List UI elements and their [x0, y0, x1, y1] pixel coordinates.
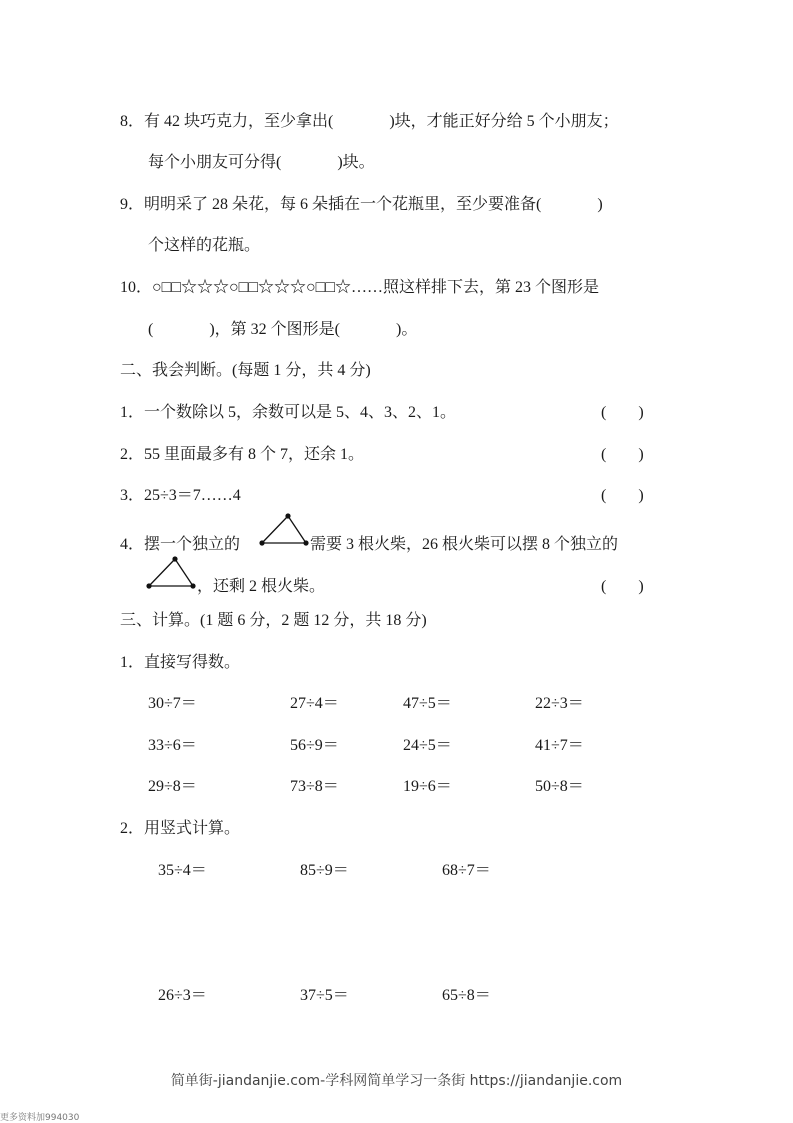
direct-calc-item: 73÷8＝: [290, 778, 339, 795]
q10-line1: 10．○□□☆☆☆○□□☆☆☆○□□☆……照这样排下去，第 23 个图形是: [120, 279, 599, 296]
judge-q4-text-b: 需要 3 根火柴，26 根火柴可以摆 8 个独立的: [310, 536, 619, 553]
matchstick-triangle-icon: [258, 510, 310, 550]
direct-calc-item: 30÷7＝: [148, 695, 197, 712]
judge-q1-answer[interactable]: ( ): [601, 404, 644, 421]
direct-calc-item: 41÷7＝: [535, 737, 584, 754]
judge-q4-answer[interactable]: ( ): [601, 578, 644, 595]
judge-q1: 1．一个数除以 5，余数可以是 5、4、3、2、1。: [120, 404, 457, 421]
judge-q3: 3．25÷3＝7……4: [120, 487, 241, 504]
q9-text-a: 9．明明采了 28 朵花，每 6 朵插在一个花瓶里，至少要准备(: [120, 196, 542, 213]
direct-calc-item: 24÷5＝: [403, 737, 452, 754]
direct-calc-item: 29÷8＝: [148, 778, 197, 795]
footer-watermark: 简单街-jiandanjie.com-学科网简单学习一条街 https://jiandanjie.com: [170, 1073, 623, 1089]
judge-q3-answer[interactable]: ( ): [601, 487, 644, 504]
calc-sub2: 2．用竖式计算。: [120, 820, 241, 837]
matchstick-triangle-icon-2: [145, 555, 197, 595]
direct-calc-item: 47÷5＝: [403, 695, 452, 712]
q8-text-a: 8．有 42 块巧克力，至少拿出(: [120, 113, 334, 130]
q8-line1: [120, 108, 619, 131]
q8-line2-text-b: )块。: [337, 154, 375, 171]
direct-calc-item: 19÷6＝: [403, 778, 452, 795]
q10-text-a: (: [148, 321, 154, 338]
q9-line2: 个这样的花瓶。: [148, 237, 261, 254]
corner-note: 更多资料加994030: [0, 1113, 80, 1123]
q10-text-c: )。: [396, 321, 418, 338]
judge-heading: 二、我会判断。(每题 1 分，共 4 分): [120, 362, 371, 379]
direct-calc-item: 27÷4＝: [290, 695, 339, 712]
q10-line2: [148, 316, 417, 339]
direct-calc-item: 50÷8＝: [535, 778, 584, 795]
q9-line1: [120, 191, 603, 214]
direct-calc-item: 33÷6＝: [148, 737, 197, 754]
direct-calc-item: 22÷3＝: [535, 695, 584, 712]
calc-sub1: 1．直接写得数。: [120, 654, 241, 671]
q8-text-b: )块，才能正好分给 5 个小朋友；: [389, 113, 619, 130]
q8-line2: [148, 149, 375, 172]
judge-q2: 2．55 里面最多有 8 个 7，还余 1。: [120, 446, 365, 463]
q10-text-b: )，第 32 个图形是(: [209, 321, 340, 338]
vertical-calc-item: 68÷7＝: [442, 862, 491, 879]
q8-line2-text-a: 每个小朋友可分得(: [148, 154, 282, 171]
direct-calc-item: 56÷9＝: [290, 737, 339, 754]
judge-q4-text-a: 4．摆一个独立的: [120, 536, 241, 553]
judge-q2-answer[interactable]: ( ): [601, 446, 644, 463]
vertical-calc-item: 85÷9＝: [300, 862, 349, 879]
vertical-calc-item: 65÷8＝: [442, 987, 491, 1004]
vertical-calc-item: 26÷3＝: [158, 987, 207, 1004]
q9-text-b: ): [597, 196, 603, 213]
vertical-calc-item: 37÷5＝: [300, 987, 349, 1004]
vertical-calc-item: 35÷4＝: [158, 862, 207, 879]
calc-heading: 三、计算。(1 题 6 分，2 题 12 分，共 18 分): [120, 612, 427, 629]
judge-q4-line2: ，还剩 2 根火柴。: [197, 578, 326, 595]
